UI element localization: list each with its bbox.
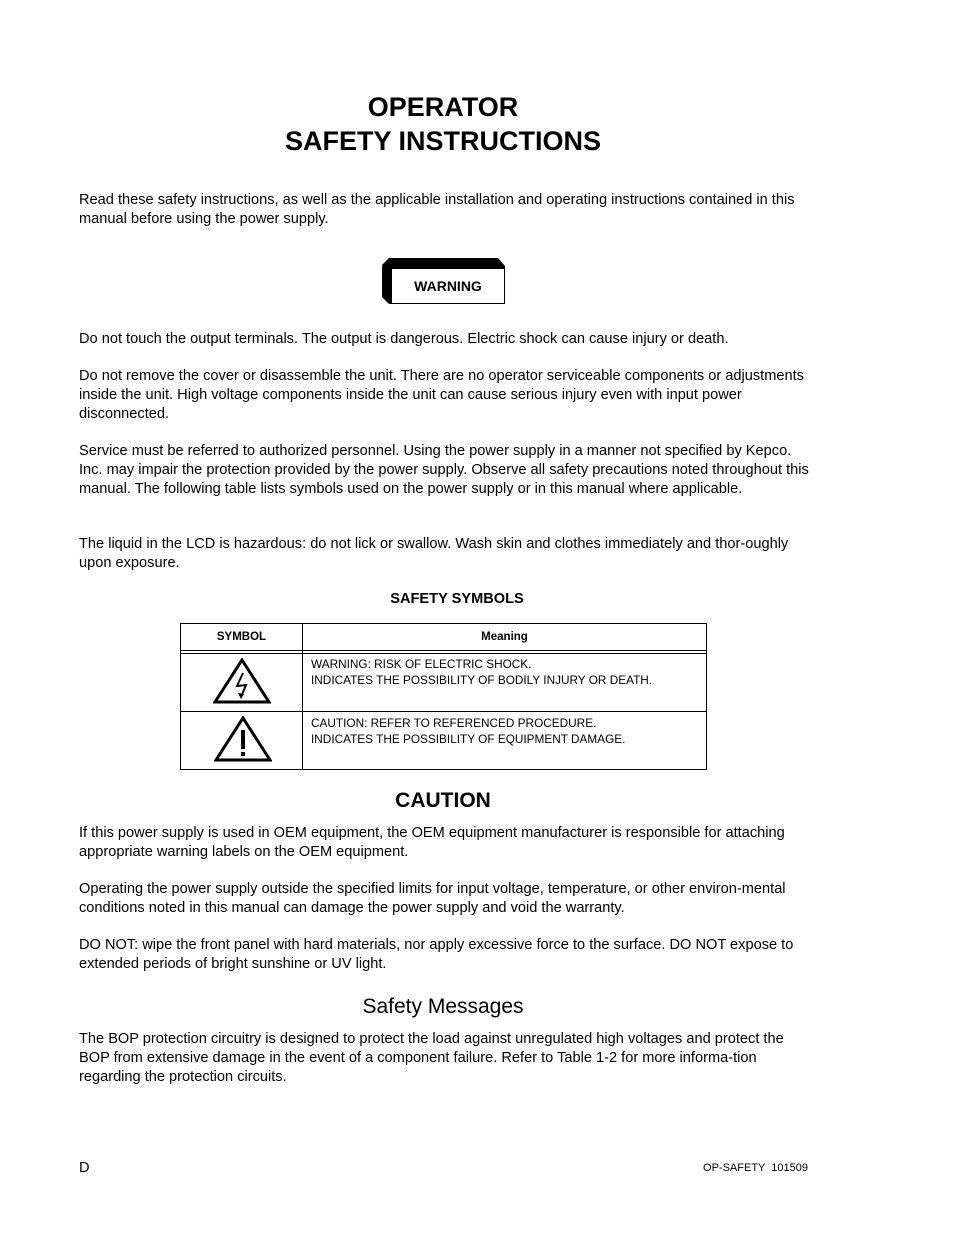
safety-symbols-title: SAFETY SYMBOLS: [390, 591, 524, 607]
electric-shock-warning-icon: [213, 658, 271, 704]
caution-exclamation-icon: [214, 716, 272, 762]
caution-paragraph-3: DO NOT: wipe the front panel with hard materials, nor apply excessive force to the surface. DO NOT expose to extended periods of bright sunshine or UV light.: [79, 937, 794, 972]
page-title: [0, 90, 886, 158]
row-2-line-1: CAUTION: REFER TO REFERENCED PROCEDURE.: [311, 716, 597, 730]
warning-paragraph-2: Do not remove the cover or disassemble the unit. There are no operator serviceable components or adjustments inside the unit. High voltage components inside the unit can cause serious injury even with input power disconnected.: [79, 368, 804, 422]
warning-label: WARNING: [414, 278, 482, 294]
column-header-symbol: SYMBOL: [216, 631, 267, 643]
caution-heading: CAUTION: [395, 789, 491, 812]
warning-paragraph-4: The liquid in the LCD is hazardous: do not lick or swallow. Wash skin and clothes immediately and thor-oughly upon exposure.: [79, 536, 789, 571]
safety-messages-paragraph: The BOP protection circuitry is designed to protect the load against unregulated high voltages and protect the BOP from extensive damage in the event of a component failure. Refer to Table 1-2 for more informa-tion regarding the protection circuits.: [79, 1031, 784, 1085]
table-divider-header-double: [181, 653, 706, 654]
safety-symbols-table: [180, 623, 707, 770]
caution-paragraph-2: Operating the power supply outside the specified limits for input voltage, temperature, or other environ-mental conditions noted in this manual can damage the power supply and void the warranty.: [79, 881, 786, 916]
title-line-1: OPERATOR: [367, 92, 519, 122]
warning-paragraph-1: Do not touch the output terminals. The output is dangerous. Electric shock can cause injury or death.: [79, 331, 729, 347]
column-header-meaning: Meaning: [481, 631, 528, 643]
row-2-line-2: INDICATES THE POSSIBILITY OF EQUIPMENT DAMAGE.: [311, 732, 626, 746]
document-id: OP-SAFETY 101509: [703, 1162, 808, 1174]
safety-messages-heading: Safety Messages: [362, 995, 524, 1018]
page-number: D: [79, 1160, 90, 1176]
caution-paragraph-1: If this power supply is used in OEM equipment, the OEM equipment manufacturer is responsible for attaching appropriate warning labels on the OEM equipment.: [79, 825, 785, 860]
table-divider-row: [181, 711, 706, 712]
row-1-line-2: INDICATES THE POSSIBILITY OF BODILY INJURY OR DEATH.: [311, 673, 653, 687]
symbol-row-2-meaning: [311, 715, 701, 747]
warning-paragraph-3: Service must be referred to authorized personnel. Using the power supply in a manner not specified by Kepco. Inc. may impair the protection provided by the power supply. Observe all safety precautions noted throughout this manual. The following table lists symbols used on the power supply or in this manual where applicable.: [79, 443, 809, 497]
row-1-line-1: WARNING: RISK OF ELECTRIC SHOCK.: [311, 657, 532, 671]
intro-paragraph: Read these safety instructions, as well as the applicable installation and operating instructions contained in this manual before using the power supply.: [79, 192, 795, 227]
symbol-row-1-meaning: [311, 656, 701, 688]
title-line-2: SAFETY INSTRUCTIONS: [284, 126, 602, 156]
table-divider-header: [181, 650, 706, 651]
